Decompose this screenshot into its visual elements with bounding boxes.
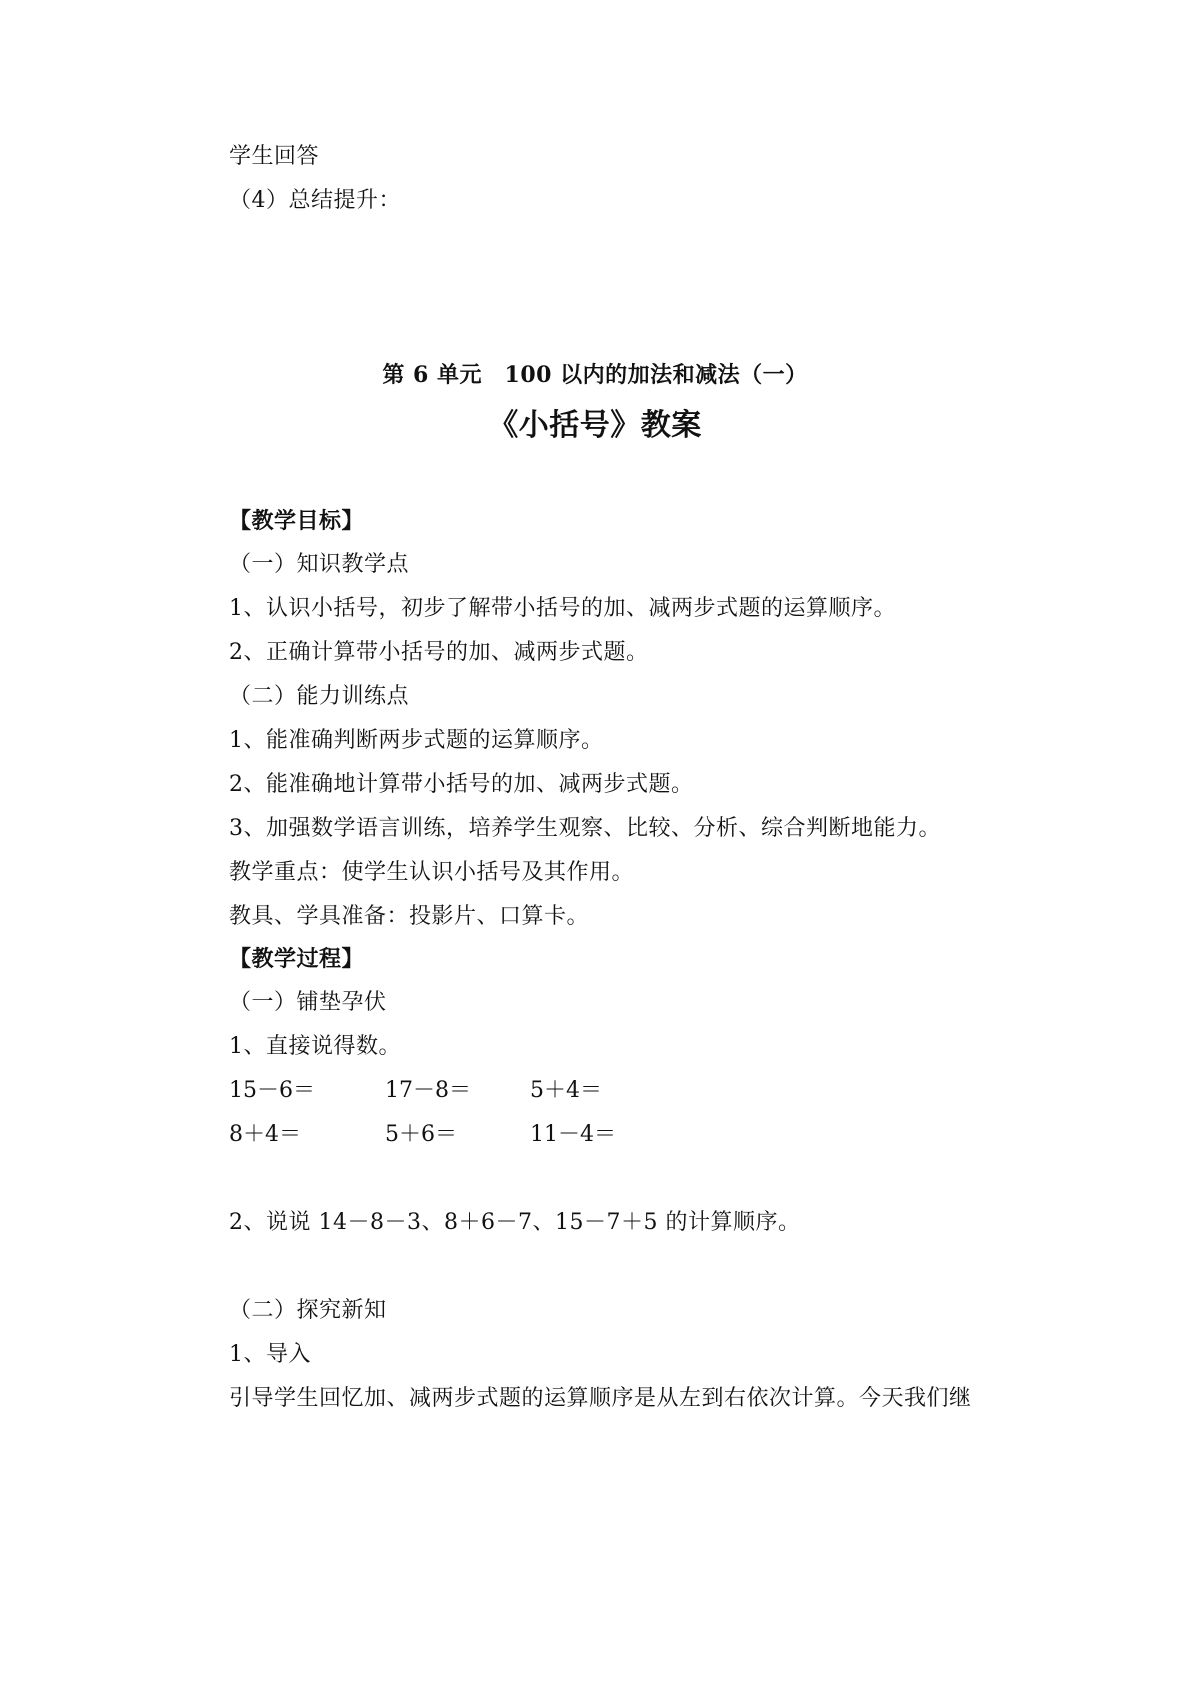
intro-text: 引导学生回忆加、减两步式题的运算顺序是从左到右依次计算。今天我们继 bbox=[229, 1386, 972, 1411]
unit-title: 第 6 单元 100 以内的加法和减法（一） bbox=[382, 362, 808, 388]
student-answer-text: 学生回答 bbox=[229, 144, 320, 169]
teaching-tools: 教具、学具准备：投影片、口算卡。 bbox=[229, 904, 590, 929]
teaching-focus: 教学重点：使学生认识小括号及其作用。 bbox=[229, 860, 635, 885]
knowledge-point-2: 2、正确计算带小括号的加、减两步式题。 bbox=[229, 640, 649, 665]
ability-point-1: 1、能准确判断两步式题的运算顺序。 bbox=[229, 728, 604, 753]
exercise-item-1: 1、直接说得数。 bbox=[229, 1034, 401, 1059]
explore-subheading: （二）探究新知 bbox=[229, 1298, 387, 1323]
intro-label: 1、导入 bbox=[229, 1342, 311, 1367]
exercise-item-2: 2、说说 14－8－3、8＋6－7、15－7＋5 的计算顺序。 bbox=[229, 1210, 801, 1235]
objectives-heading: 【教学目标】 bbox=[229, 508, 365, 534]
knowledge-points-subheading: （一）知识教学点 bbox=[229, 552, 410, 577]
ability-point-3: 3、加强数学语言训练，培养学生观察、比较、分析、综合判断地能力。 bbox=[229, 816, 941, 841]
exercise-cell: 5＋6＝ bbox=[385, 1122, 457, 1147]
knowledge-point-1: 1、认识小括号，初步了解带小括号的加、减两步式题的运算顺序。 bbox=[229, 596, 896, 621]
exercise-cell: 17－8＝ bbox=[385, 1078, 471, 1103]
exercise-cell: 5＋4＝ bbox=[530, 1078, 602, 1103]
preparation-subheading: （一）铺垫孕伏 bbox=[229, 990, 387, 1015]
exercise-cell: 11－4＝ bbox=[530, 1122, 616, 1147]
summary-step-text: （4）总结提升： bbox=[229, 188, 401, 213]
ability-points-subheading: （二）能力训练点 bbox=[229, 684, 410, 709]
lesson-title: 《小括号》教案 bbox=[488, 408, 702, 443]
ability-point-2: 2、能准确地计算带小括号的加、减两步式题。 bbox=[229, 772, 694, 797]
exercise-cell: 8＋4＝ bbox=[229, 1122, 301, 1147]
exercise-cell: 15－6＝ bbox=[229, 1078, 315, 1103]
process-heading: 【教学过程】 bbox=[229, 946, 365, 972]
